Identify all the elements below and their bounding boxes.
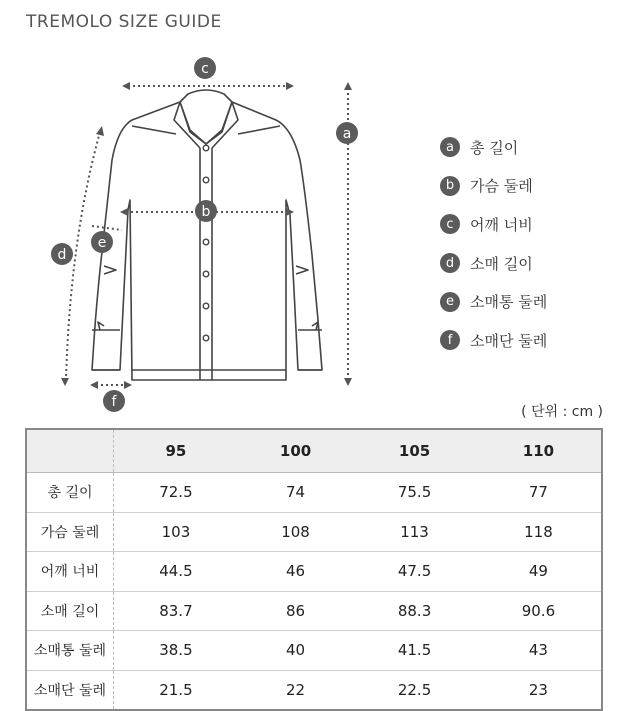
table-cell: 113: [353, 512, 476, 552]
row-label: 어깨 너비: [26, 552, 114, 592]
legend-item: [440, 128, 547, 167]
legend-badge: c: [440, 214, 460, 234]
header-cell: 100: [238, 429, 353, 473]
table-row: [26, 512, 602, 552]
svg-text:a: a: [342, 126, 352, 142]
measure-badge-f: [103, 390, 125, 412]
legend-label: 어깨 너비: [470, 215, 533, 234]
measure-badge-b: [195, 200, 217, 222]
legend-label: 소매 길이: [470, 254, 533, 273]
header-cell: 105: [353, 429, 476, 473]
table-cell: 23: [476, 670, 602, 710]
row-label: 소매 길이: [26, 591, 114, 631]
legend-label: 가슴 둘레: [470, 177, 533, 196]
table-cell: 86: [238, 591, 353, 631]
table-cell: 108: [238, 512, 353, 552]
table-cell: 72.5: [114, 473, 238, 513]
page-title: TREMOLO SIZE GUIDE: [26, 12, 222, 32]
size-table: [25, 428, 603, 711]
table-cell: 22: [238, 670, 353, 710]
row-label: 가슴 둘레: [26, 512, 114, 552]
table-cell: 83.7: [114, 591, 238, 631]
header-cell: 110: [476, 429, 602, 473]
table-cell: 118: [476, 512, 602, 552]
table-cell: 49: [476, 552, 602, 592]
table-cell: 103: [114, 512, 238, 552]
table-cell: 38.5: [114, 631, 238, 671]
legend-item: [440, 321, 547, 360]
table-row: [26, 473, 602, 513]
unit-label: ( 단위 : cm ): [521, 404, 603, 420]
table-cell: 41.5: [353, 631, 476, 671]
table-cell: 40: [238, 631, 353, 671]
legend-label: 소매통 둘레: [470, 293, 548, 312]
svg-text:b: b: [201, 204, 211, 220]
table-cell: 88.3: [353, 591, 476, 631]
table-cell: 22.5: [353, 670, 476, 710]
table-row: [26, 552, 602, 592]
table-row: [26, 591, 602, 631]
svg-text:d: d: [57, 247, 67, 263]
legend-item: [440, 205, 547, 244]
row-label: 총 길이: [26, 473, 114, 513]
table-cell: 90.6: [476, 591, 602, 631]
measure-badge-d: [51, 243, 73, 265]
legend-item: [440, 282, 547, 321]
legend-badge: b: [440, 176, 460, 196]
table-cell: 43: [476, 631, 602, 671]
legend-item: [440, 244, 547, 283]
legend-item: [440, 167, 547, 206]
row-label: 소매통 둘레: [26, 631, 114, 671]
legend-label: 총 길이: [470, 138, 519, 157]
legend-label: 소매단 둘레: [470, 331, 548, 350]
svg-text:c: c: [201, 61, 209, 77]
header-cell: 95: [114, 429, 238, 473]
table-header-row: [26, 429, 602, 473]
svg-text:e: e: [97, 235, 107, 251]
measure-badge-a: [336, 122, 358, 144]
table-cell: 77: [476, 473, 602, 513]
svg-text:f: f: [111, 394, 117, 410]
table-cell: 46: [238, 552, 353, 592]
table-cell: 47.5: [353, 552, 476, 592]
measure-badge-e: [91, 231, 113, 253]
table-row: [26, 670, 602, 710]
measure-badge-c: [194, 57, 216, 79]
header-cell: [26, 429, 114, 473]
measurement-legend: [440, 128, 547, 360]
table-row: [26, 631, 602, 671]
row-label: 소매단 둘레: [26, 670, 114, 710]
legend-badge: e: [440, 292, 460, 312]
legend-badge: d: [440, 253, 460, 273]
table-cell: 75.5: [353, 473, 476, 513]
table-cell: 21.5: [114, 670, 238, 710]
table-cell: 44.5: [114, 552, 238, 592]
legend-badge: f: [440, 330, 460, 350]
table-cell: 74: [238, 473, 353, 513]
legend-badge: a: [440, 137, 460, 157]
